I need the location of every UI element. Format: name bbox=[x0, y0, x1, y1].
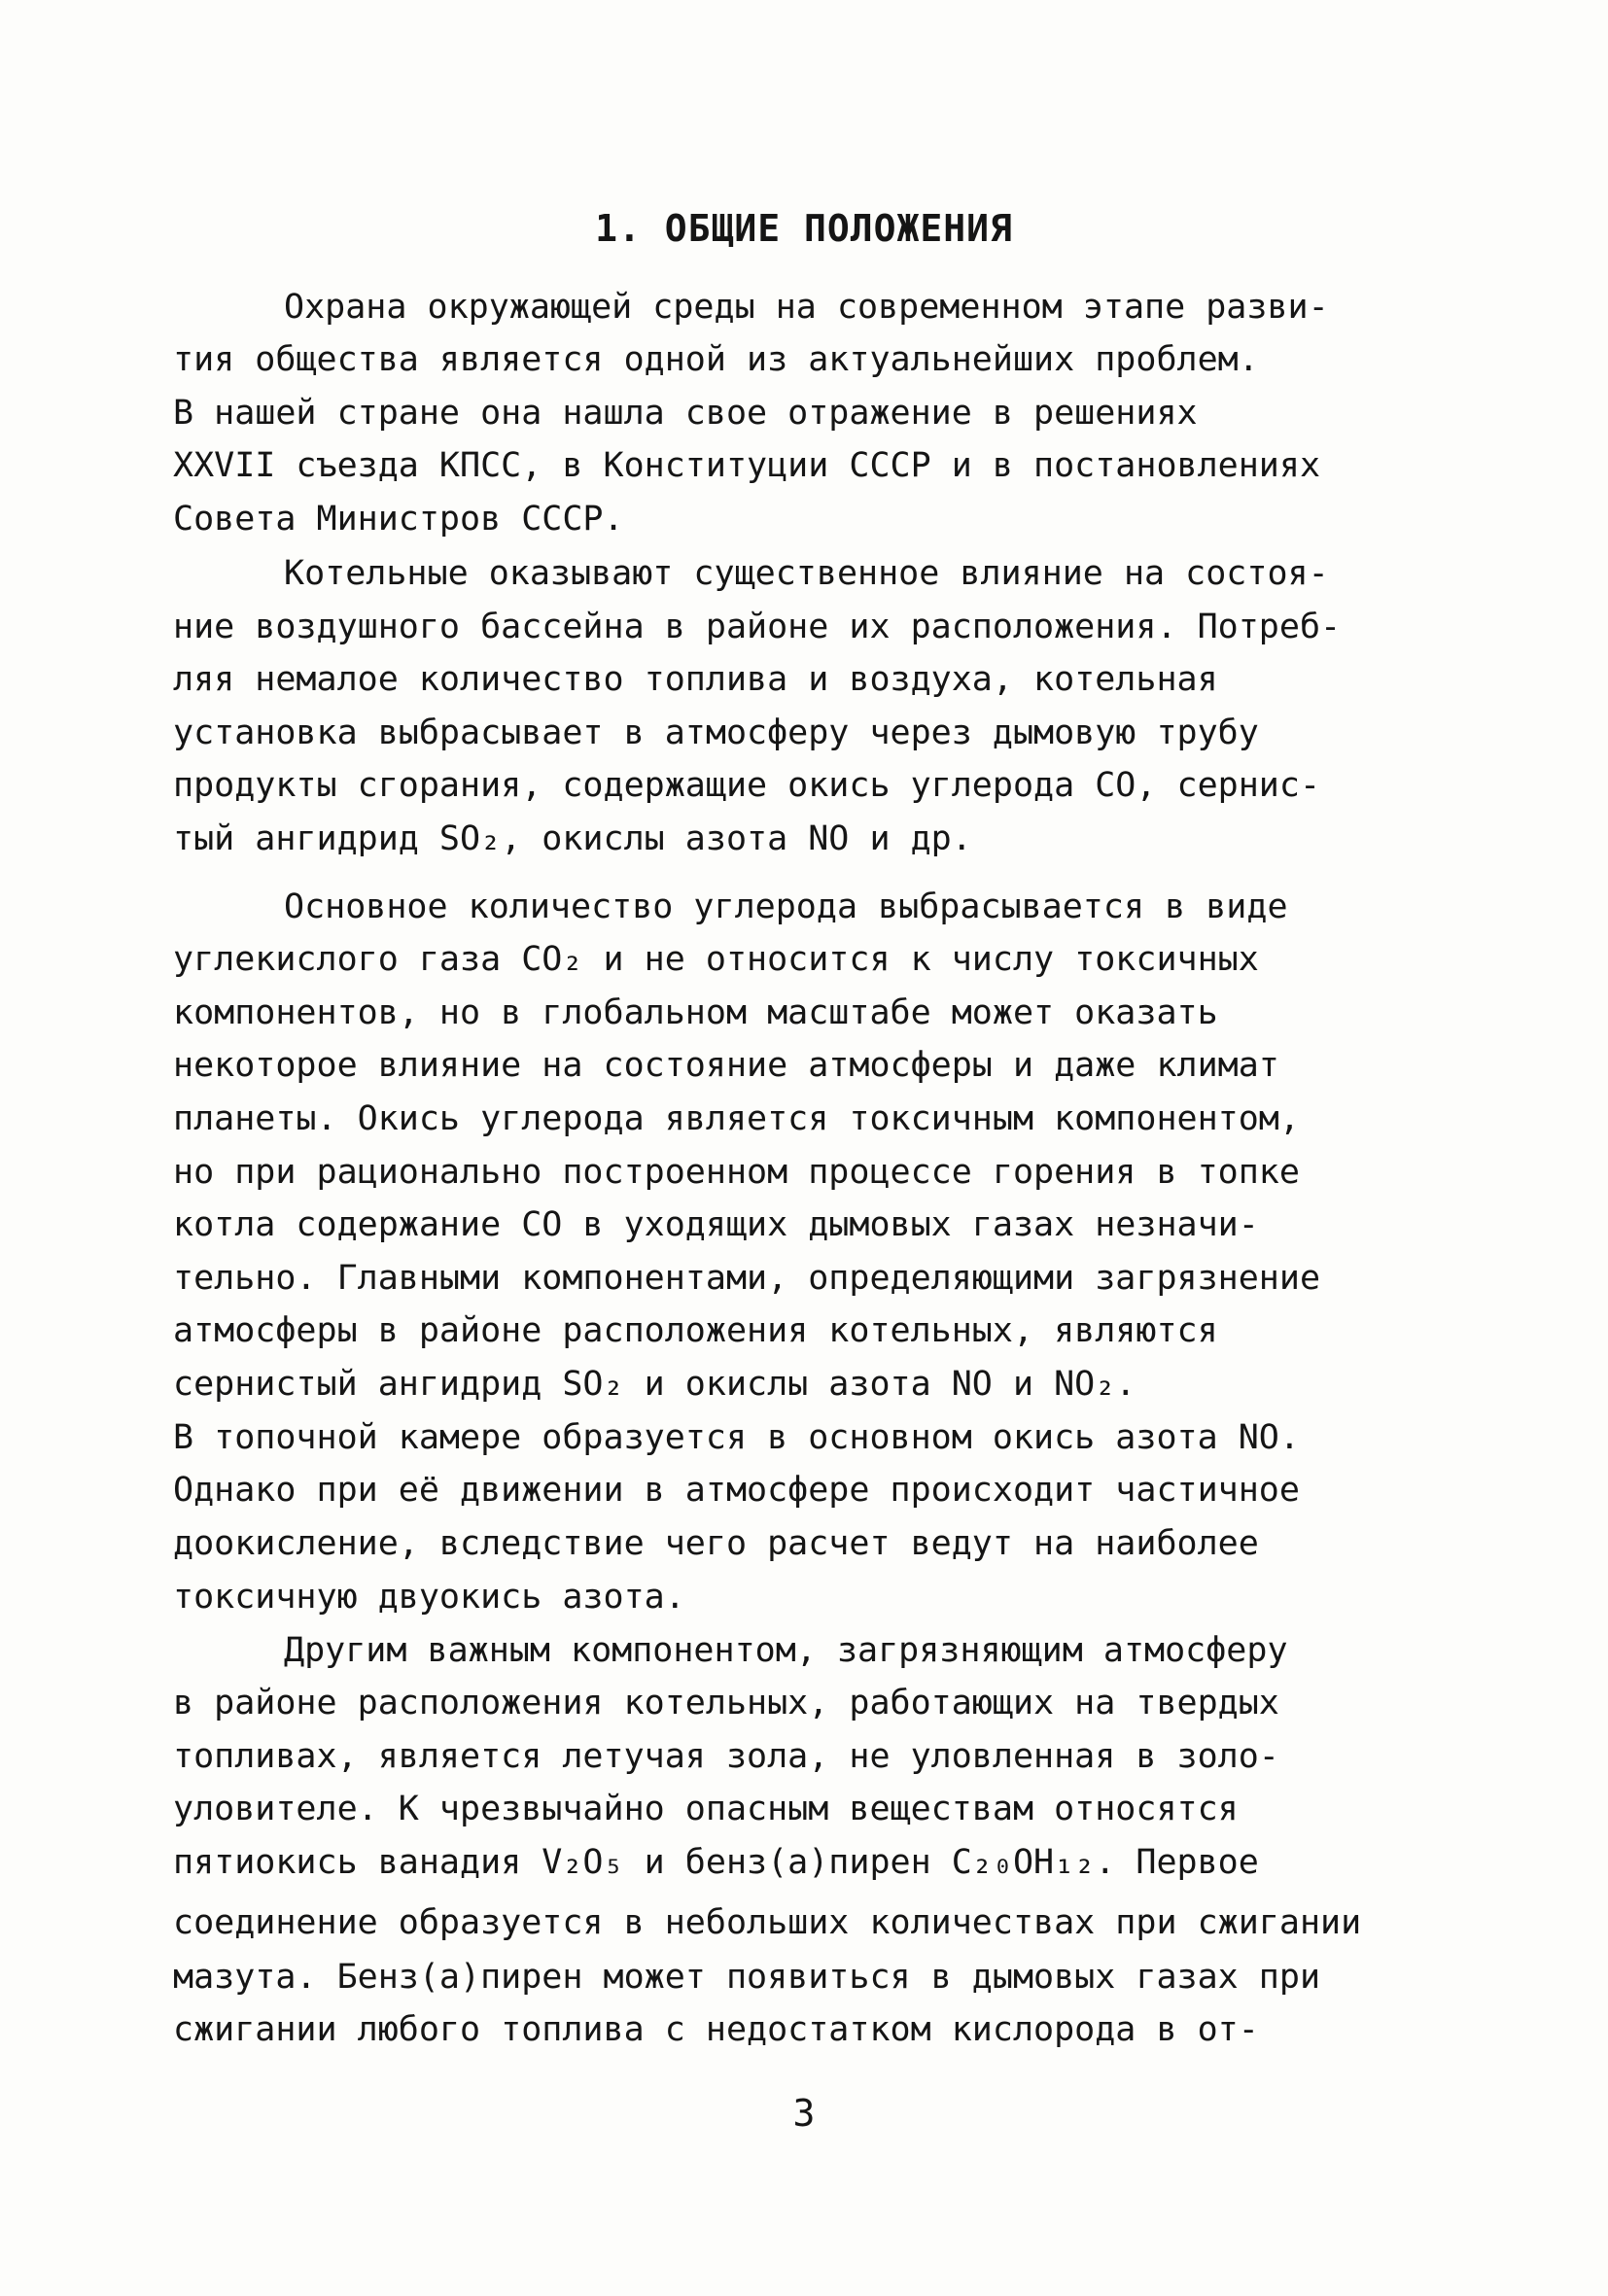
text-line: сернистый ангидрид SO₂ и окислы азота NO и NO₂. bbox=[173, 1365, 1136, 1404]
text-line: Основное количество углерода выбрасывается в виде bbox=[284, 887, 1288, 926]
text-line: ляя немалое количество топлива и воздуха, котельная bbox=[173, 660, 1218, 699]
text-line: атмосферы в районе расположения котельных, являются bbox=[173, 1311, 1218, 1350]
page-number: 3 bbox=[792, 2092, 816, 2135]
text-line: Совета Министров СССР. bbox=[173, 500, 624, 539]
text-line: Однако при её движении в атмосфере происходит частичное bbox=[173, 1471, 1300, 1510]
text-line: доокисление, вследствие чего расчет ведут на наиболее bbox=[173, 1524, 1259, 1563]
text-line: углекислого газа CO₂ и не относится к числу токсичных bbox=[173, 940, 1259, 979]
text-line: Котельные оказывают существенное влияние на состоя- bbox=[284, 554, 1329, 593]
text-line: XXVII съезда КПСС, в Конституции СССР и в постановлениях bbox=[173, 446, 1321, 485]
text-line: тия общества является одной из актуальнейших проблем. bbox=[173, 340, 1259, 379]
text-line: токсичную двуокись азота. bbox=[173, 1578, 685, 1617]
text-line: тый ангидрид SO₂, окислы азота NO и др. bbox=[173, 819, 972, 858]
text-line: компонентов, но в глобальном масштабе может оказать bbox=[173, 993, 1218, 1032]
text-line: сжигании любого топлива с недостатком кислорода в от- bbox=[173, 2010, 1259, 2049]
text-line: пятиокись ванадия V₂O₅ и бенз(а)пирен C₂₀OH₁₂. Первое bbox=[173, 1843, 1259, 1882]
text-line: продукты сгорания, содержащие окись углерода CO, сернис- bbox=[173, 766, 1321, 805]
text-line: уловителе. К чрезвычайно опасным веществам относятся bbox=[173, 1790, 1239, 1828]
text-line: установка выбрасывает в атмосферу через дымовую трубу bbox=[173, 713, 1259, 752]
text-line: в районе расположения котельных, работающих на твердых bbox=[173, 1684, 1279, 1722]
text-line: Другим важным компонентом, загрязняющим атмосферу bbox=[284, 1631, 1288, 1670]
text-line: ние воздушного бассейна в районе их расположения. Потреб- bbox=[173, 608, 1342, 646]
text-line: котла содержание CO в уходящих дымовых газах незначи- bbox=[173, 1205, 1259, 1244]
text-line: но при рационально построенном процессе горения в топке bbox=[173, 1153, 1300, 1192]
text-line: соединение образуется в небольших количествах при сжигании bbox=[173, 1903, 1362, 1942]
text-line: некоторое влияние на состояние атмосферы и даже климат bbox=[173, 1046, 1279, 1085]
text-line: мазута. Бенз(а)пирен может появиться в дымовых газах при bbox=[173, 1958, 1321, 1997]
text-line: тельно. Главными компонентами, определяющими загрязнение bbox=[173, 1259, 1321, 1298]
text-line: В топочной камере образуется в основном окись азота NO. bbox=[173, 1418, 1300, 1457]
text-line: В нашей стране она нашла свое отражение в решениях bbox=[173, 394, 1198, 433]
text-line: планеты. Окись углерода является токсичным компонентом, bbox=[173, 1099, 1300, 1138]
text-line: топливах, является летучая зола, не уловленная в золо- bbox=[173, 1737, 1279, 1776]
section-title: 1. ОБЩИЕ ПОЛОЖЕНИЯ bbox=[595, 207, 1013, 251]
text-line: Охрана окружающей среды на современном этапе разви- bbox=[284, 288, 1329, 327]
